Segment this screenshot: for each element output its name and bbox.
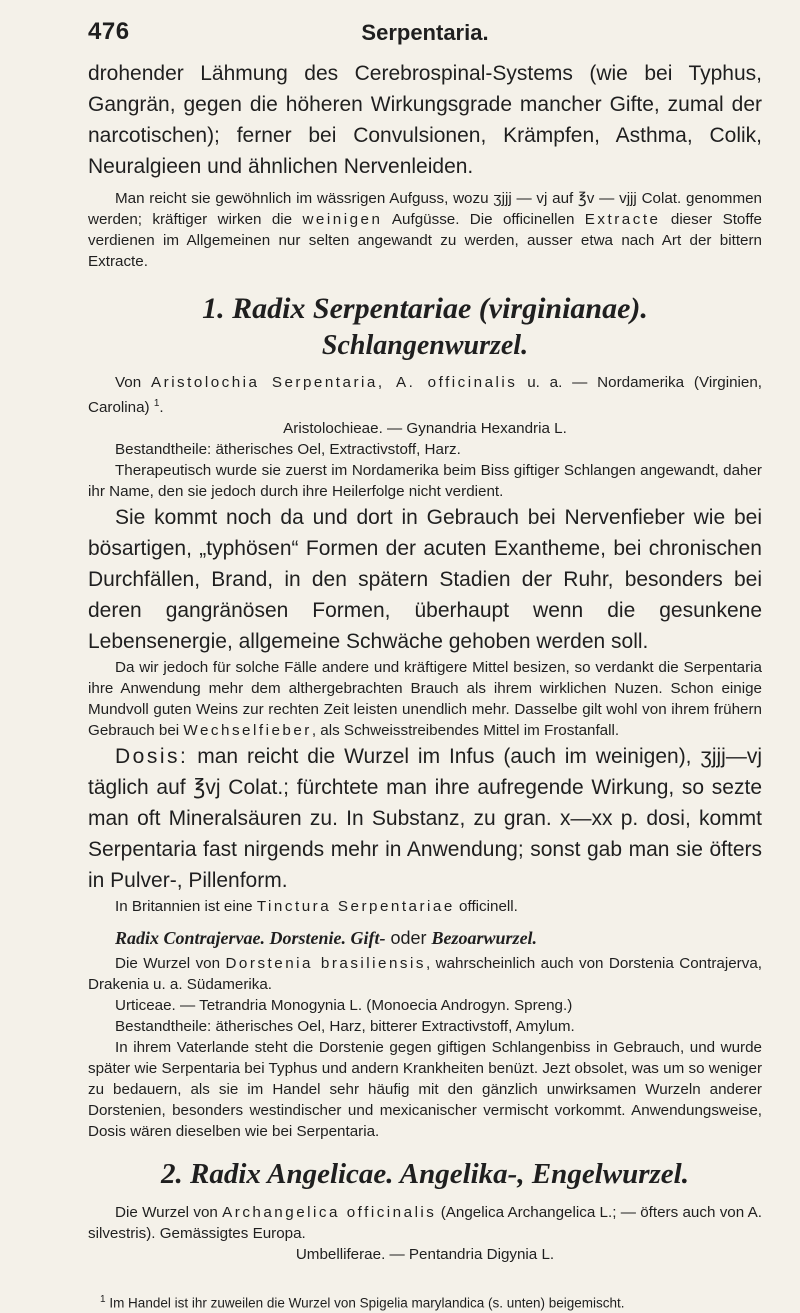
dosage-label: Dosis: — [115, 745, 189, 769]
section-1-source: Von Aristolochia Serpentaria, A. officinalis u. a. — Nordamerika (Virginien, Carolina) $^1$. — [88, 374, 763, 417]
contrajerva-text: In ihrem Vaterlande steht die Dorstenie gegen giftigen Schlangenbiss in Gebrauch, und wurde später wie Serpentaria bei Typhus und andern Krankheiten benüzt. Jezt obsolet, was um so weniger zu bedauern, als sie im Handel sehr häufig mit den gänzlich unwirksamen Wurzeln anderer Dorstenien, besonders westindischer und mexicanischer vermischt vorkommt. Anwendungsweise, Dosis wären dieselben wie bei Serpentaria. — [88, 1039, 762, 1141]
footnote: $^1$ Im Handel ist ihr zuweilen die Wurzel von Spigelia marylandica (s. unten) beigemischt. — [100, 1294, 625, 1311]
section-1-title: Radix Serpentariae (virginianae). — [232, 292, 648, 325]
section-2-heading — [88, 1154, 762, 1194]
section-1-dosage: Dosis: man reicht die Wurzel im Infus (auch im weinigen), ʒjjj—vj täglich auf ℥vj Colat.; fürchtete man ihre aufregende Wirkung, so sezte man oft Mineralsäuren zu. In Substanz, zu gran. x—xx p. dosi, kommt Serpentaria fast nirgends mehr in Anwendung; sonst gab man sie öfters in Pulver-, Pillenform. — [88, 745, 762, 893]
section-1-constituents: Bestandtheile: ätherisches Oel, Extractivstoff, Harz. — [115, 441, 461, 459]
section-1-usage: Sie kommt noch da und dort in Gebrauch bei Nervenfieber wie bei bösartigen, „typhösen“ Formen der acuten Exantheme, bei chronischen Durchfällen, Brand, in den spätern Stadien der Ruhr, besonders bei deren gangränösen Formen, überhaupt wenn die gesunkene Lebensenergie, allgemeine Schwäche gehoben werden soll. — [88, 506, 762, 654]
footnote-mark: 1 — [100, 1294, 106, 1306]
running-head — [88, 18, 762, 58]
page-number: 476 — [88, 18, 130, 45]
intro-paragraph: drohender Lähmung des Cerebrospinal-Systems (wie bei Typhus, Gangrän, gegen die höheren Wirkungsgrade mancher Gifte, zumal der narcotischen); ferner bei Convulsionen, Krämpfen, Asthma, Colik, Neuralgieen und ähnlichen Nervenleiden. — [88, 62, 762, 178]
section-1-tincture: In Britannien ist eine Tinctura Serpentariae officinell. — [115, 898, 518, 916]
section-2-family: Umbelliferae. — Pentandria Digynia L. — [295, 1246, 555, 1264]
footnote-reference[interactable]: 1 — [153, 398, 160, 409]
contrajerva-source: Die Wurzel von Dorstenia brasiliensis, wahrscheinlich auch von Dorstenia Contrajerva, Drakenia u. a. Südamerika. — [88, 955, 762, 994]
contrajerva-family: Urticeae. — Tetrandria Monogynia L. (Monoecia Androgyn. Spreng.) — [115, 997, 573, 1015]
running-title: Serpentaria. — [361, 20, 489, 45]
section-1-note: Da wir jedoch für solche Fälle andere und kräftigere Mittel besizen, so verdankt die Serpentaria ihre Anwendung mehr dem althergebrachten Brauch als ihrem wirklichen Nuzen. Schon einige Mundvoll guten Weins zur rechten Zeit leisten unendlich mehr. Dasselbe gilt wohl von ihrem frühern Gebrauch bei Wechselfieber, als Schweisstreibendes Mittel im Frostanfall. — [88, 659, 762, 740]
section-2-number: 2. — [161, 1158, 183, 1191]
section-1-heading — [88, 290, 762, 328]
section-1-history: Therapeutisch wurde sie zuerst im Nordamerika beim Biss giftiger Schlangen angewandt, daher ihr Name, den sie jedoch durch ihre Heilerfolge nicht verdient. — [88, 462, 762, 501]
intro-note: Man reicht sie gewöhnlich im wässrigen Aufguss, wozu ʒjjj — vj auf ℥v — vjjj Colat. genommen werden; kräftiger wirken die weinigen Aufgüsse. Die officinellen Extracte dieser Stoffe verdienen im Allgemeinen nur selten angewandt zu werden, ausser etwa nach Art der bittern Extracte. — [88, 190, 762, 270]
section-2-title: Radix Angelicae. Angelika-, Engelwurzel. — [190, 1158, 689, 1191]
section-1-number: 1. — [202, 292, 225, 325]
contrajerva-constituents: Bestandtheile: ätherisches Oel, Harz, bitterer Extractivstoff, Amylum. — [115, 1018, 575, 1036]
section-1-family: Aristolochieae. — Gynandria Hexandria L. — [283, 420, 567, 438]
contrajerva-heading: Radix Contrajervae. Dorstenie. Gift- oder Bezoarwurzel. — [115, 928, 538, 949]
section-1-subtitle: Schlangenwurzel. — [321, 330, 529, 361]
section-2-source: Die Wurzel von Archangelica officinalis (Angelica Archangelica L.; — öfters auch von A. silvestris). Gemässigtes Europa. — [88, 1204, 762, 1243]
